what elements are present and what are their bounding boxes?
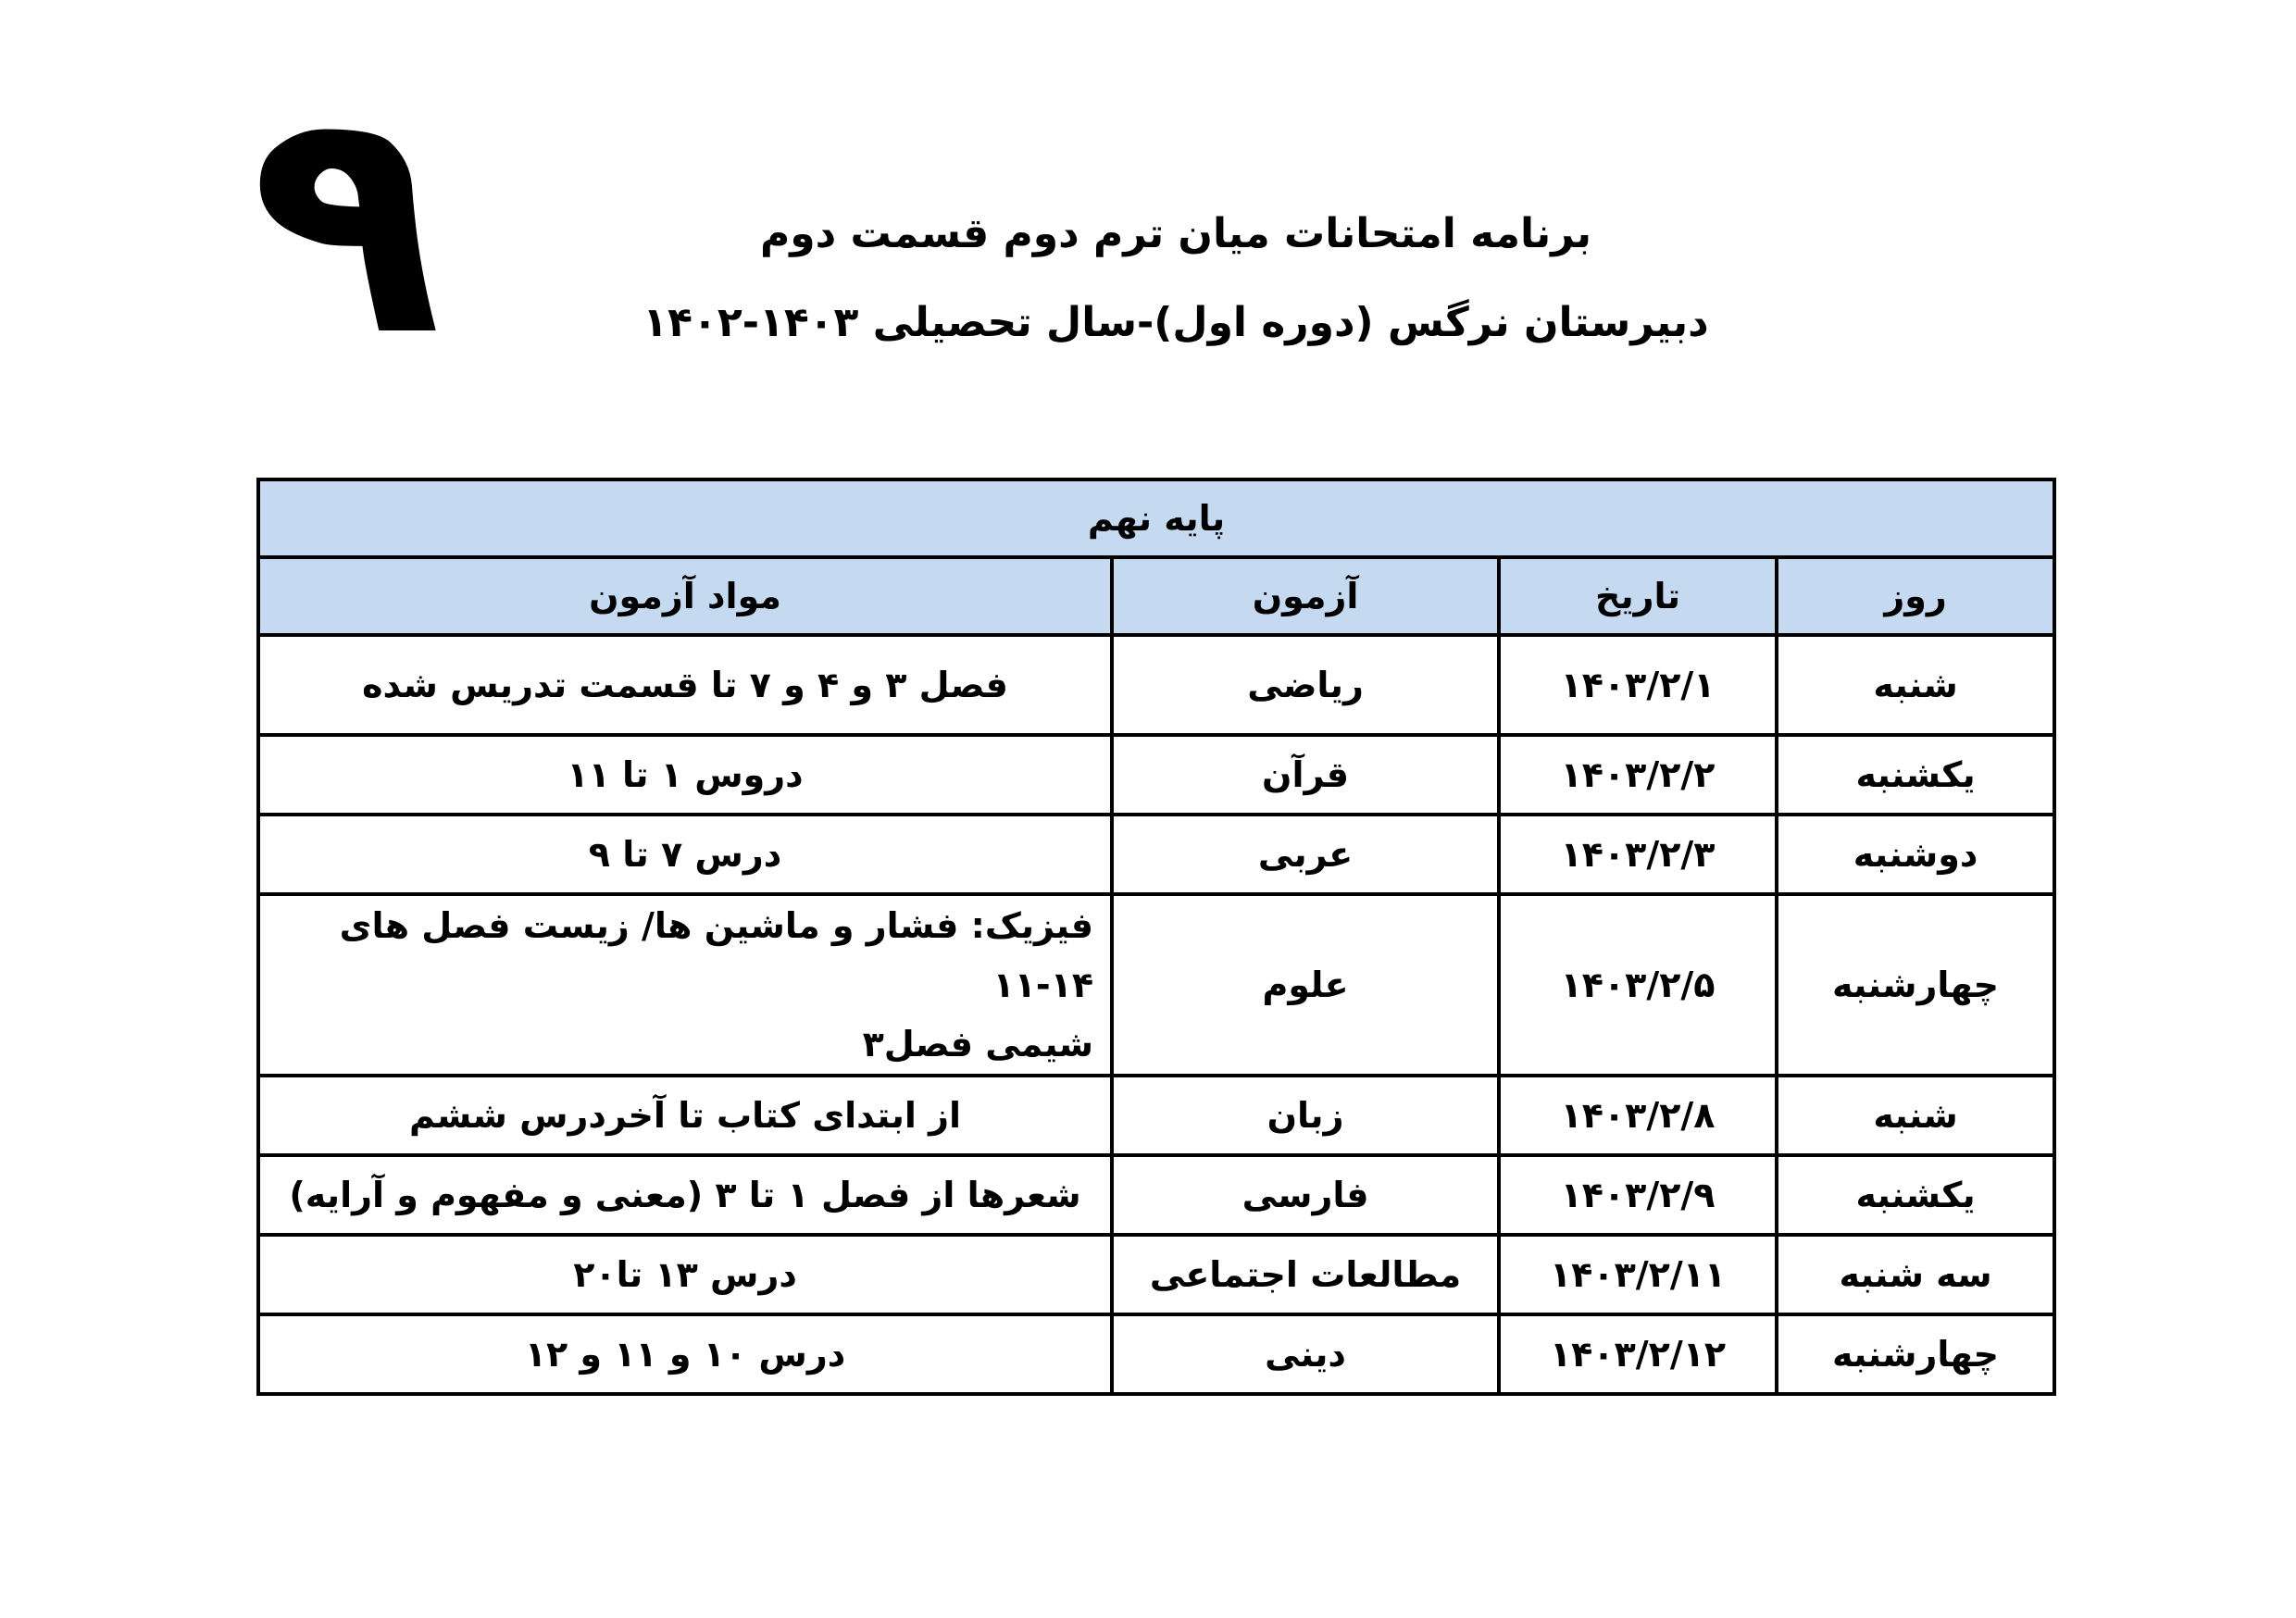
exam-cell: قرآن [1112, 735, 1499, 815]
table-row [258, 815, 2054, 894]
materials-cell [258, 894, 1112, 1076]
day-cell: شنبه [1777, 1076, 2054, 1155]
materials-line-1: فیزیک: فشار و ماشین ها/ زیست فصل های ۱۴-۱۱ [339, 905, 1094, 1005]
grade-header-row [258, 479, 2054, 557]
table-row [258, 1235, 2054, 1314]
day-cell: یکشنبه [1777, 735, 2054, 815]
day-cell: سه شنبه [1777, 1235, 2054, 1314]
header-materials: مواد آزمون [258, 557, 1112, 635]
date-cell: ۱۴۰۳/۲/۱۱ [1499, 1235, 1777, 1314]
exam-cell: زبان [1112, 1076, 1499, 1155]
materials-line-2: شیمی فصل۳ [862, 1024, 1094, 1064]
header-day: روز [1777, 557, 2054, 635]
day-cell: چهارشنبه [1777, 894, 2054, 1076]
exam-cell: مطالعات اجتماعی [1112, 1235, 1499, 1314]
table-row [258, 1155, 2054, 1235]
materials-cell: فصل ۳ و ۴ و ۷ تا قسمت تدریس شده [258, 635, 1112, 735]
table-row [258, 1076, 2054, 1155]
materials-cell: از ابتدای کتاب تا آخردرس ششم [258, 1076, 1112, 1155]
date-cell: ۱۴۰۳/۲/۵ [1499, 894, 1777, 1076]
day-cell: شنبه [1777, 635, 2054, 735]
date-cell: ۱۴۰۳/۲/۱ [1499, 635, 1777, 735]
grade-number: ۹ [250, 39, 443, 405]
document-title [630, 190, 1722, 367]
table-row [258, 894, 2054, 1076]
date-cell: ۱۴۰۳/۲/۹ [1499, 1155, 1777, 1235]
exam-cell: ریاضی [1112, 635, 1499, 735]
table-row [258, 635, 2054, 735]
grade-label: پایه نهم [258, 479, 2054, 557]
column-header-row [258, 557, 2054, 635]
materials-cell: دروس ۱ تا ۱۱ [258, 735, 1112, 815]
date-cell: ۱۴۰۳/۲/۳ [1499, 815, 1777, 894]
materials-cell: درس ۷ تا ۹ [258, 815, 1112, 894]
table-row [258, 735, 2054, 815]
exam-cell: عربی [1112, 815, 1499, 894]
day-cell: یکشنبه [1777, 1155, 2054, 1235]
materials-cell: درس ۱۳ تا۲۰ [258, 1235, 1112, 1314]
exam-cell: فارسی [1112, 1155, 1499, 1235]
header-exam: آزمون [1112, 557, 1499, 635]
date-cell: ۱۴۰۳/۲/۱۲ [1499, 1314, 1777, 1394]
table-row [258, 1314, 2054, 1394]
title-line-1: برنامه امتحانات میان ترم دوم قسمت دوم [760, 210, 1591, 257]
materials-cell: درس ۱۰ و ۱۱ و ۱۲ [258, 1314, 1112, 1394]
header-date: تاریخ [1499, 557, 1777, 635]
exam-cell: دینی [1112, 1314, 1499, 1394]
title-line-2: دبیرستان نرگس (دوره اول)-سال تحصیلی ۱۴۰۳-۱۴۰۲ [643, 299, 1709, 346]
materials-cell: شعرها از فصل ۱ تا ۳ (معنی و مفهوم و آرایه) [258, 1155, 1112, 1235]
day-cell: چهارشنبه [1777, 1314, 2054, 1394]
exam-cell: علوم [1112, 894, 1499, 1076]
date-cell: ۱۴۰۳/۲/۲ [1499, 735, 1777, 815]
exam-schedule-table [256, 478, 2056, 1396]
date-cell: ۱۴۰۳/۲/۸ [1499, 1076, 1777, 1155]
day-cell: دوشنبه [1777, 815, 2054, 894]
